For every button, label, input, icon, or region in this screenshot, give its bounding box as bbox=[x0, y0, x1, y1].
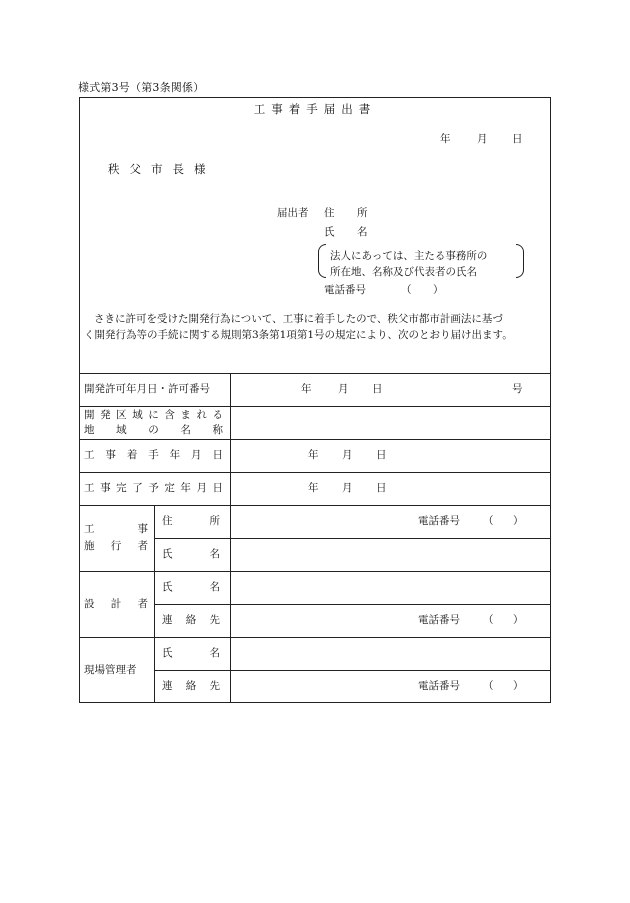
area-label-char: 域 bbox=[116, 424, 127, 436]
start-label-char: 月 bbox=[191, 449, 202, 461]
completion-month-label: 月 bbox=[342, 482, 353, 494]
area-label-char: 域 bbox=[132, 409, 143, 421]
contractor-label-char: 者 bbox=[137, 540, 148, 552]
bracket-left bbox=[318, 244, 326, 278]
completion-label-char: 年 bbox=[180, 482, 191, 494]
site-manager-name-label bbox=[162, 648, 220, 659]
form-number: 様式第3号（第3条関係） bbox=[78, 81, 205, 94]
notifier-address-char2: 所 bbox=[357, 207, 368, 219]
table-column-divider bbox=[154, 505, 155, 703]
table-column-divider bbox=[230, 505, 231, 703]
designer-label-char: 計 bbox=[110, 598, 122, 610]
area-label-char: に bbox=[148, 409, 159, 421]
completion-label-char: 完 bbox=[116, 482, 127, 494]
designer-label-char: 設 bbox=[84, 598, 95, 610]
designer-contact-label bbox=[162, 615, 220, 626]
area-label-char: 含 bbox=[164, 409, 175, 421]
contractor-label-line2 bbox=[84, 541, 148, 552]
notifier-phone-paren-close: ） bbox=[433, 284, 444, 296]
area-label-char: 地 bbox=[84, 424, 95, 436]
notifier-phone-paren-open: （ bbox=[401, 284, 412, 296]
permit-day-label: 日 bbox=[372, 383, 383, 395]
contact-char: 連 bbox=[162, 614, 173, 626]
start-day-label: 日 bbox=[376, 449, 387, 461]
start-label-char: 工 bbox=[84, 449, 95, 461]
completion-year-label: 年 bbox=[308, 482, 319, 494]
notifier-phone-label: 電話番号 bbox=[324, 284, 366, 296]
start-label-char: 手 bbox=[148, 449, 159, 461]
table-row-divider bbox=[79, 505, 551, 506]
contractor-label-line1 bbox=[84, 524, 148, 535]
notifier-name-char1: 氏 bbox=[324, 226, 335, 238]
statement-line1: さきに許可を受けた開発行為について、工事に着手したので、秩父市都市計画法に基づ bbox=[94, 313, 503, 325]
name-char: 氏 bbox=[162, 647, 173, 659]
area-label-char: の bbox=[148, 424, 159, 436]
table-subrow-divider bbox=[154, 538, 551, 539]
completion-date-label bbox=[84, 483, 223, 494]
completion-label-char: 予 bbox=[148, 482, 159, 494]
statement bbox=[84, 311, 548, 343]
completion-label-char: 了 bbox=[132, 482, 143, 494]
addressee: 秩父市長様 bbox=[108, 162, 216, 176]
contractor-name-label bbox=[162, 549, 220, 560]
area-label-line2 bbox=[84, 425, 223, 436]
name-char: 名 bbox=[209, 548, 220, 560]
designer-phone-paren-open: （ bbox=[483, 614, 494, 626]
area-label-char: 名 bbox=[180, 424, 191, 436]
contact-char: 先 bbox=[209, 680, 220, 692]
start-month-label: 月 bbox=[342, 449, 353, 461]
completion-label-char: 定 bbox=[164, 482, 175, 494]
area-label-char: る bbox=[212, 409, 223, 421]
designer-label bbox=[84, 599, 148, 610]
form-frame bbox=[79, 97, 551, 703]
contractor-phone-paren-open: （ bbox=[483, 515, 494, 527]
notifier-label: 届出者 bbox=[277, 207, 309, 219]
start-label-char: 年 bbox=[169, 449, 181, 461]
table-row-divider bbox=[79, 571, 551, 572]
start-date-label bbox=[84, 450, 223, 461]
designer-label-char: 者 bbox=[137, 598, 148, 610]
designer-phone-label: 電話番号 bbox=[418, 614, 460, 626]
permit-date-number-label: 開発許可年月日・許可番号 bbox=[84, 383, 210, 395]
site-manager-phone-label: 電話番号 bbox=[418, 680, 460, 692]
contractor-label-char: 工 bbox=[84, 523, 95, 535]
corporate-note-line1: 法人にあっては、主たる事務所の bbox=[330, 250, 488, 262]
header-date-year: 年 bbox=[440, 133, 451, 145]
completion-label-char: 事 bbox=[100, 482, 111, 494]
contact-char: 連 bbox=[162, 680, 173, 692]
table-row-divider bbox=[79, 472, 551, 473]
site-manager-contact-label bbox=[162, 681, 220, 692]
start-label-char: 事 bbox=[105, 449, 116, 461]
contractor-label-char: 行 bbox=[110, 540, 122, 552]
address-char: 住 bbox=[162, 515, 173, 527]
name-char: 氏 bbox=[162, 581, 173, 593]
table-subrow-divider bbox=[154, 670, 551, 671]
site-manager-phone-paren-open: （ bbox=[483, 680, 494, 692]
completion-label-char: 日 bbox=[212, 482, 223, 494]
site-manager-label: 現場管理者 bbox=[84, 664, 137, 676]
area-label-char: 区 bbox=[116, 409, 127, 421]
contractor-phone-paren-close: ） bbox=[513, 515, 524, 527]
start-label-char: 日 bbox=[212, 449, 223, 461]
table-row-divider bbox=[79, 637, 551, 638]
statement-line2: く開発行為等の手続に関する規則第3条第1項第1号の規定により、次のとおり届け出ます。 bbox=[84, 329, 513, 341]
contractor-phone-label: 電話番号 bbox=[418, 515, 460, 527]
completion-day-label: 日 bbox=[376, 482, 387, 494]
area-label-char: 開 bbox=[84, 409, 95, 421]
table-subrow-divider bbox=[154, 604, 551, 605]
name-char: 氏 bbox=[162, 548, 173, 560]
table-row-divider bbox=[79, 406, 551, 407]
area-label-line1 bbox=[84, 410, 223, 421]
site-manager-phone-paren-close: ） bbox=[513, 680, 524, 692]
contractor-label-char: 施 bbox=[84, 540, 95, 552]
notifier-address-char1: 住 bbox=[324, 207, 335, 219]
area-label-char: 発 bbox=[100, 409, 111, 421]
contractor-address-label bbox=[162, 516, 220, 527]
header-date-month: 月 bbox=[477, 133, 488, 145]
contact-char: 絡 bbox=[185, 680, 197, 692]
form-title: 工事着手届出書 bbox=[253, 102, 377, 116]
corporate-note bbox=[318, 244, 524, 278]
permit-month-label: 月 bbox=[338, 383, 349, 395]
name-char: 名 bbox=[209, 647, 220, 659]
corporate-note-line2: 所在地、名称及び代表者の氏名 bbox=[330, 266, 477, 278]
contractor-label-char: 事 bbox=[137, 523, 148, 535]
bracket-right bbox=[516, 244, 524, 278]
start-year-label: 年 bbox=[308, 449, 319, 461]
address-char: 所 bbox=[209, 515, 220, 527]
area-label-char: ま bbox=[180, 409, 191, 421]
area-label-char: れ bbox=[196, 409, 207, 421]
contact-char: 先 bbox=[209, 614, 220, 626]
table-top-border bbox=[79, 373, 551, 374]
notifier-name-char2: 名 bbox=[357, 226, 368, 238]
designer-phone-paren-close: ） bbox=[513, 614, 524, 626]
completion-label-char: 月 bbox=[196, 482, 207, 494]
start-label-char: 着 bbox=[126, 449, 138, 461]
area-label-char: 称 bbox=[212, 424, 223, 436]
table-column-divider bbox=[230, 373, 231, 505]
contact-char: 絡 bbox=[185, 614, 197, 626]
permit-number-suffix: 号 bbox=[512, 383, 523, 395]
designer-name-label bbox=[162, 582, 220, 593]
permit-year-label: 年 bbox=[301, 383, 312, 395]
table-row-divider bbox=[79, 439, 551, 440]
name-char: 名 bbox=[209, 581, 220, 593]
completion-label-char: 工 bbox=[84, 482, 95, 494]
header-date-day: 日 bbox=[512, 133, 523, 145]
